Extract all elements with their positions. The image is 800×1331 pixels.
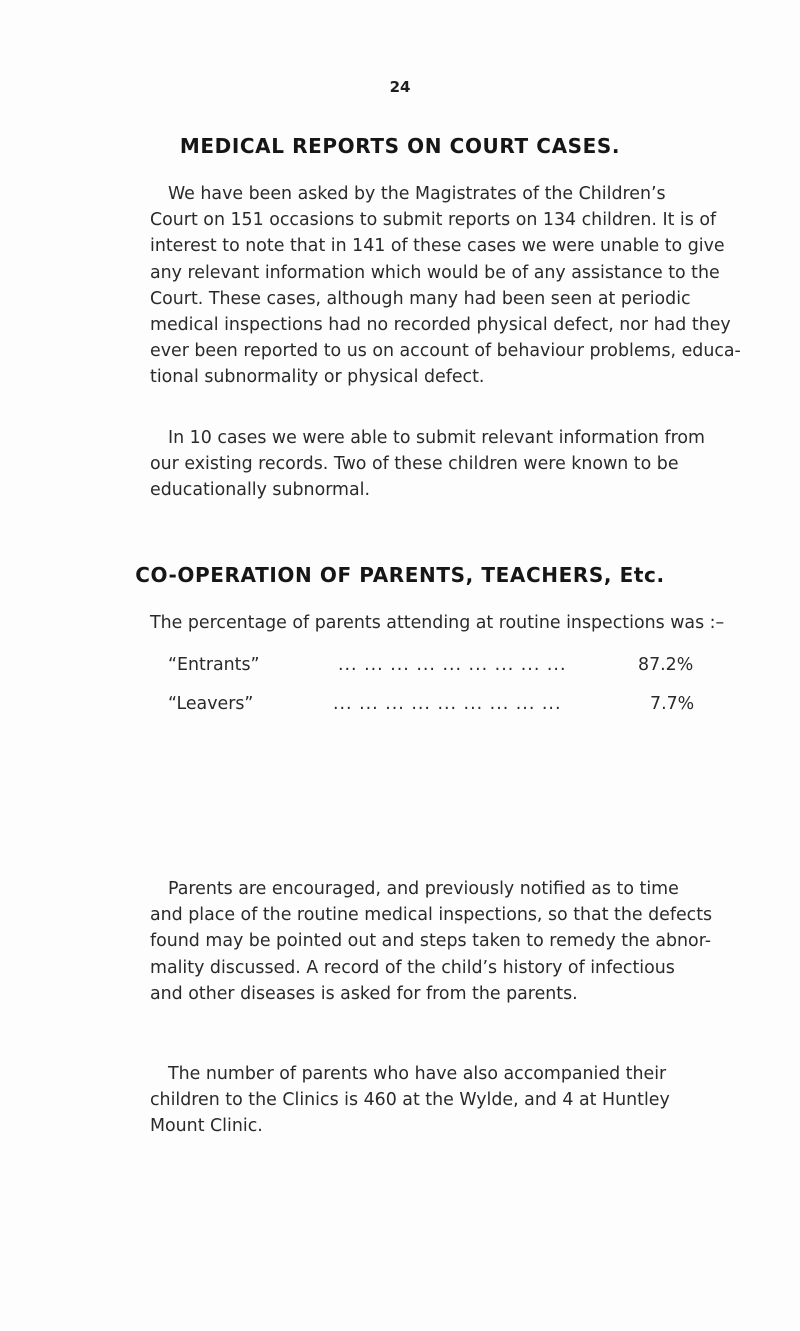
stat-value: 87.2% — [638, 655, 694, 675]
stat-leader-dots: ... ... ... ... ... ... ... ... ... — [338, 655, 567, 675]
text-line: ever been reported to us on account of behaviour problems, educa- — [150, 341, 741, 362]
paragraph-parents-encouraged — [150, 876, 713, 1007]
paragraph-percentage-intro — [150, 610, 725, 636]
attendance-stats-list — [150, 655, 710, 733]
text-line: interest to note that in 141 of these cases we were unable to give — [150, 236, 725, 257]
text-line: Mount Clinic. — [150, 1116, 263, 1137]
text-line: Parents are encouraged, and previously notified as to time — [168, 879, 679, 899]
text-line: tional subnormality or physical defect. — [150, 367, 485, 388]
stat-row-entrants — [150, 655, 710, 694]
text-line: found may be pointed out and steps taken to remedy the abnor- — [150, 931, 711, 952]
section-heading-cooperation: CO-OPERATION OF PARENTS, TEACHERS, Etc. — [135, 563, 665, 587]
text-line: In 10 cases we were able to submit relevant information from — [168, 428, 705, 448]
section-heading-medical-reports: MEDICAL REPORTS ON COURT CASES. — [179, 134, 621, 158]
text-line: any relevant information which would be of any assistance to the — [150, 262, 720, 283]
paragraph-court-reports — [150, 181, 741, 391]
text-line: Court on 151 occasions to submit reports on 134 children. It is of — [150, 210, 717, 231]
stat-row-leavers — [150, 694, 710, 733]
text-line: We have been asked by the Magistrates of the Children’s — [168, 184, 666, 204]
paragraph-clinic-attendance — [150, 1061, 710, 1140]
text-line: The percentage of parents attending at routine inspections was :– — [150, 613, 725, 633]
text-line: and other diseases is asked for from the parents. — [150, 983, 578, 1004]
text-line: children to the Clinics is 460 at the Wylde, and 4 at Huntley — [150, 1090, 670, 1111]
stat-leader-dots: ... ... ... ... ... ... ... ... ... — [333, 694, 562, 714]
stat-value: 7.7% — [650, 694, 695, 714]
page-number: 24 — [389, 78, 411, 96]
stat-label: “Leavers” — [168, 694, 254, 714]
text-line: medical inspections had no recorded physical defect, nor had they — [150, 315, 731, 336]
text-line: our existing records. Two of these children were known to be — [150, 454, 679, 475]
stat-label: “Entrants” — [168, 655, 260, 675]
text-line: Court. These cases, although many had been seen at periodic — [150, 288, 691, 309]
text-line: The number of parents who have also accompanied their — [168, 1064, 667, 1084]
paragraph-relevant-information — [150, 425, 710, 504]
text-line: mality discussed. A record of the child’s history of infectious — [150, 957, 675, 978]
text-line: and place of the routine medical inspections, so that the defects — [150, 905, 713, 926]
text-line: educationally subnormal. — [150, 480, 371, 501]
